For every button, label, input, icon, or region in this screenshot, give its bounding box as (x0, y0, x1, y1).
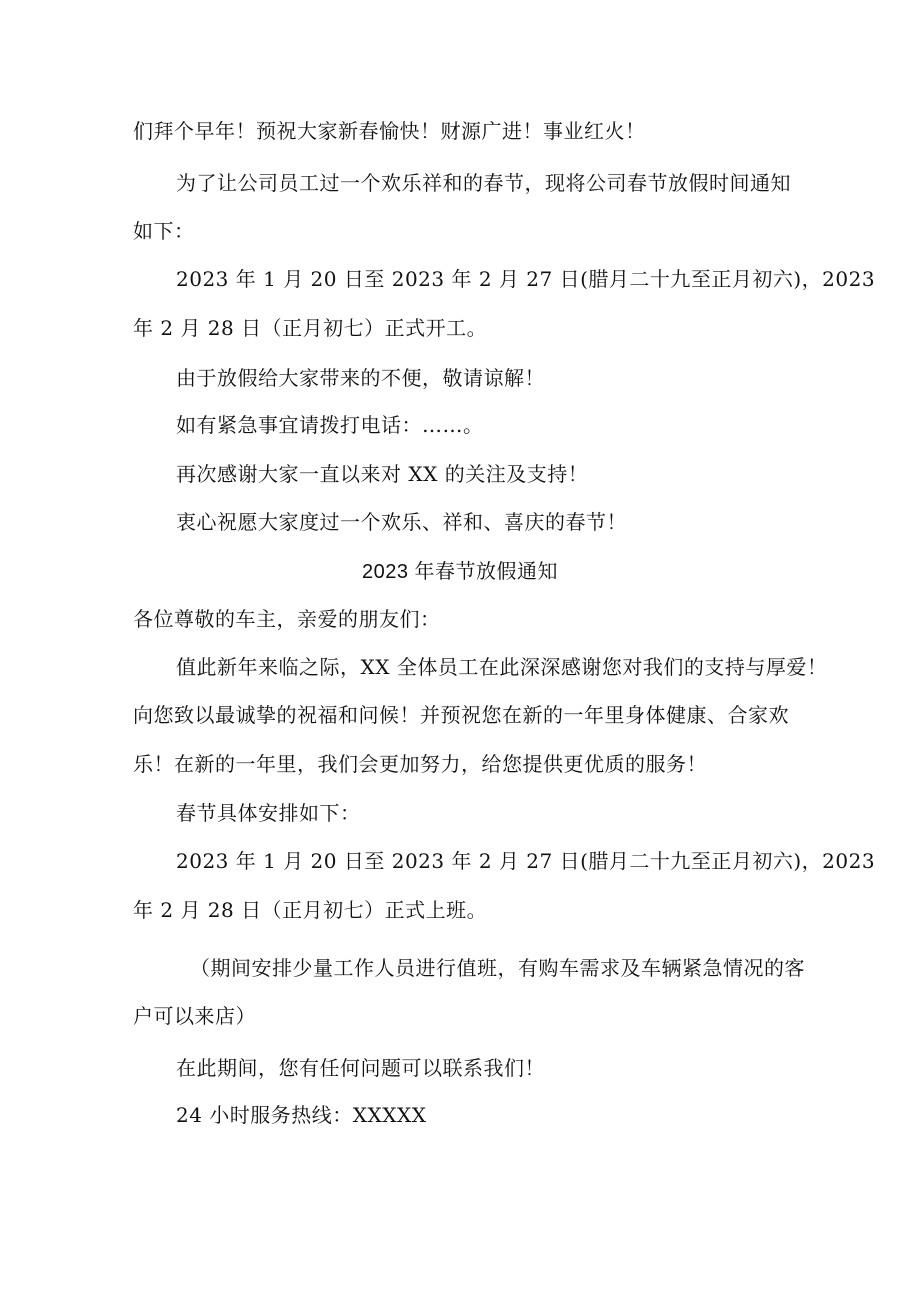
paragraph-line: 春节具体安排如下： (176, 801, 361, 825)
paragraph-line: （期间安排少量工作人员进行值班，有购车需求及车辆紧急情况的客 (190, 956, 805, 980)
salutation: 各位尊敬的车主，亲爱的朋友们： (133, 607, 441, 631)
paragraph-line: 们拜个早年！预祝大家新春愉快！财源广进！事业红火！ (133, 119, 646, 143)
paragraph-line: 衷心祝愿大家度过一个欢乐、祥和、喜庆的春节！ (176, 510, 627, 534)
paragraph-line: 年 2 月 28 日（正月初七）正式开工。 (133, 316, 488, 340)
hotline-line: 24 小时服务热线：XXXXX (176, 1103, 427, 1127)
notice-title: 2023 年春节放假通知 (361, 561, 559, 583)
paragraph-line: 乐！在新的一年里，我们会更加努力，给您提供更优质的服务！ (133, 752, 707, 776)
paragraph-line: 2023 年 1 月 20 日至 2023 年 2 月 27 日(腊月二十九至正月初六)，2023 (176, 267, 876, 291)
paragraph-line: 在此期间，您有任何问题可以联系我们！ (176, 1056, 545, 1080)
paragraph-line: 如有紧急事宜请拨打电话：……。 (176, 413, 484, 437)
paragraph-line: 为了让公司员工过一个欢乐祥和的春节，现将公司春节放假时间通知 (176, 171, 791, 195)
paragraph-line: 2023 年 1 月 20 日至 2023 年 2 月 27 日(腊月二十九至正月初六)，2023 (176, 849, 876, 873)
paragraph-line: 向您致以最诚挚的祝福和问候！并预祝您在新的一年里身体健康、合家欢 (133, 703, 789, 727)
paragraph-line: 值此新年来临之际，XX 全体员工在此深深感谢您对我们的支持与厚爱！ (176, 655, 828, 679)
paragraph-line: 由于放假给大家带来的不便，敬请谅解！ (176, 366, 545, 390)
paragraph-line: 户可以来店） (133, 1004, 256, 1028)
paragraph-line: 年 2 月 28 日（正月初七）正式上班。 (133, 898, 488, 922)
paragraph-line: 再次感谢大家一直以来对 XX 的关注及支持！ (176, 462, 589, 486)
paragraph-line: 如下： (133, 219, 195, 243)
